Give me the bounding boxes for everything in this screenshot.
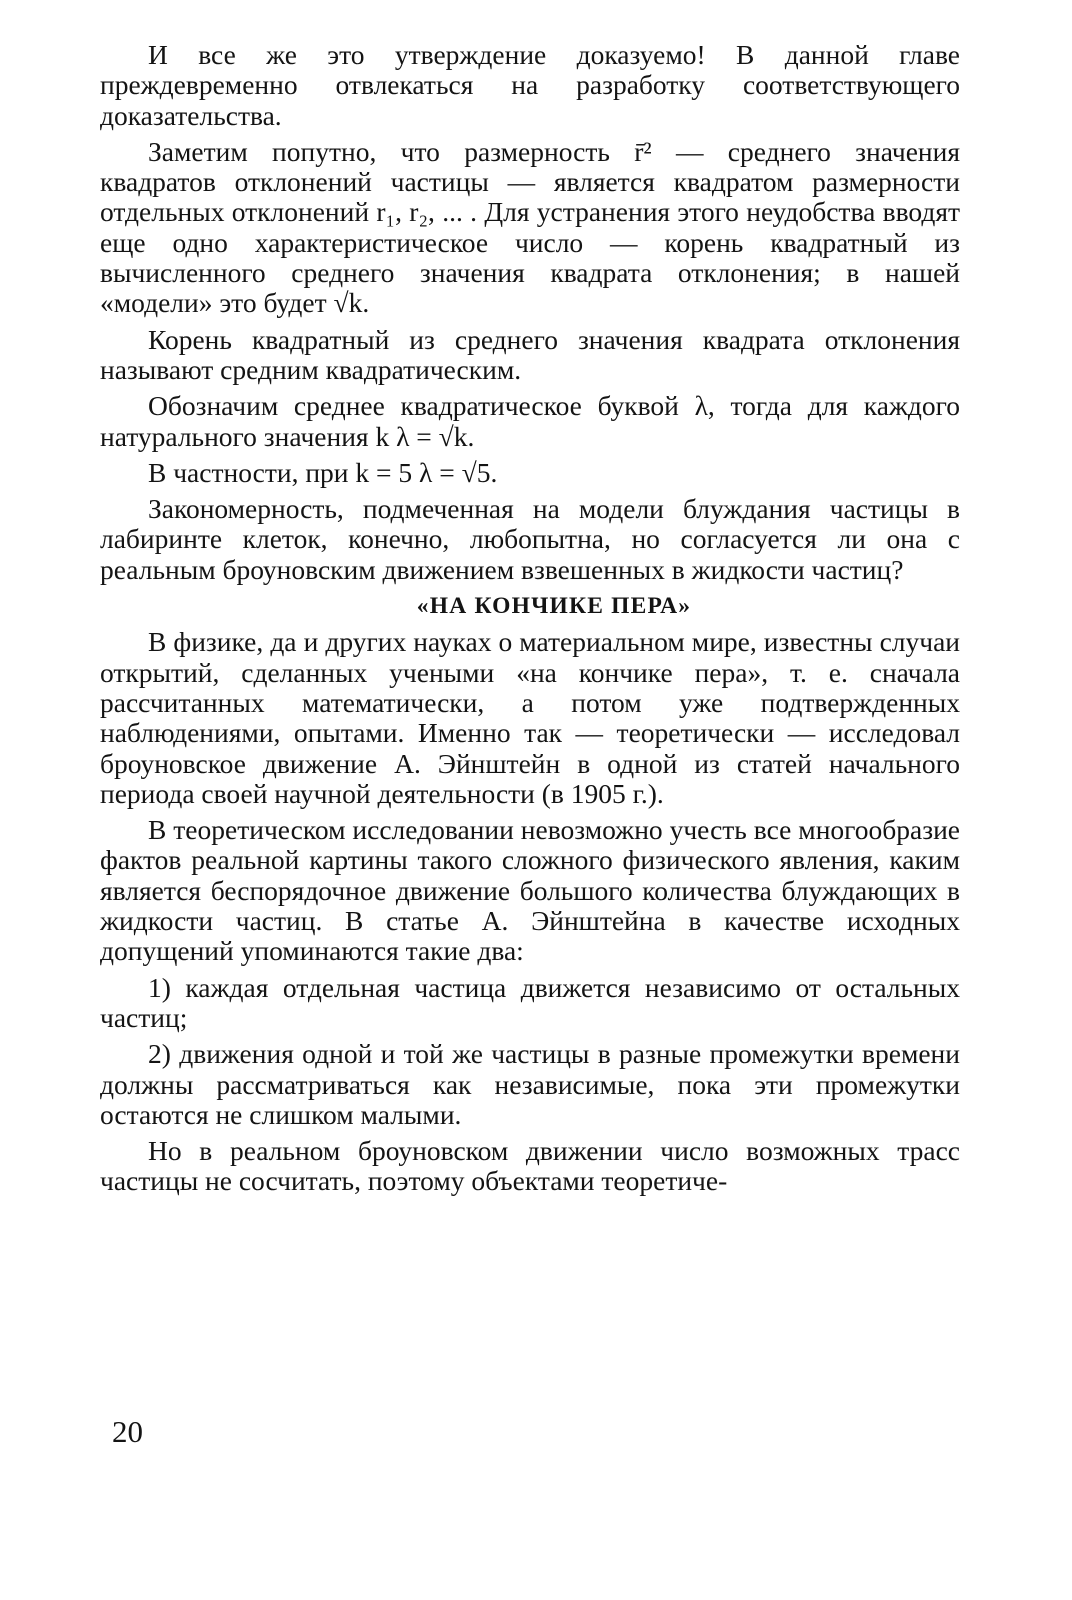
page-text: [100, 40, 960, 1203]
paragraph: В теоретическом исследовании невозможно учесть все многообразие фактов реальной картины такого сложного физического явления, каким является беспорядочное движение большого количества блуждающих в жидкости частиц. В статье А. Эйнштейна в качестве исходных допущений упоминаются такие два:: [100, 814, 960, 967]
paragraph: Корень квадратный из среднего значения квадрата отклонения называют средним квадратическим.: [100, 323, 960, 385]
list-item: 1) каждая отдельная частица движется независимо от остальных частиц;: [100, 971, 960, 1033]
paragraph: Но в реальном броуновском движении число возможных трасс частицы не сосчитать, поэтому объектами теоретиче-: [100, 1135, 960, 1197]
paragraph: Обозначим среднее квадратическое буквой λ, тогда для каждого натурального значения k λ = √k.: [100, 390, 960, 452]
paragraph: В физике, да и других науках о материальном мире, известны случаи открытий, сделанных учеными «на кончике пера», т. е. сначала рассчитанных математически, а потом уже подтвержденных наблюдениями, опытами. Именно так — теоретически — исследовал броуновское движение А. Эйнштейн в одной из статей начального периода своей научной деятельности (в 1905 г.).: [100, 626, 960, 809]
section-title: «НА КОНЧИКЕ ПЕРА»: [416, 593, 692, 620]
paragraph: Закономерность, подмеченная на модели блуждания частицы в лабиринте клеток, конечно, любопытна, но согласуется ли она с реальным броуновским движением взвешенных в жидкости частиц?: [100, 493, 960, 585]
paragraph: Заметим попутно, что размерность r̄² — среднего значения квадратов отклонений частицы — является квадратом размерности отдельных отклонений r₁, r₂, ... . Для устранения этого неудобства вводят еще одно характеристическое число — корень квадратный из вычисленного среднего значения квадрата отклонения; в нашей «модели» это будет √k.: [100, 135, 960, 319]
paragraph: В частности, при k = 5 λ = √5.: [148, 456, 498, 488]
paragraph: И все же это утверждение доказуемо! В данной главе преждевременно отвлекаться на разработку соответствующего доказательства.: [100, 39, 960, 131]
list-item: 2) движения одной и той же частицы в разные промежутки времени должны рассматриваться как независимые, пока эти промежутки остаются не слишком малыми.: [100, 1038, 960, 1130]
page-number: 20: [112, 1414, 143, 1449]
